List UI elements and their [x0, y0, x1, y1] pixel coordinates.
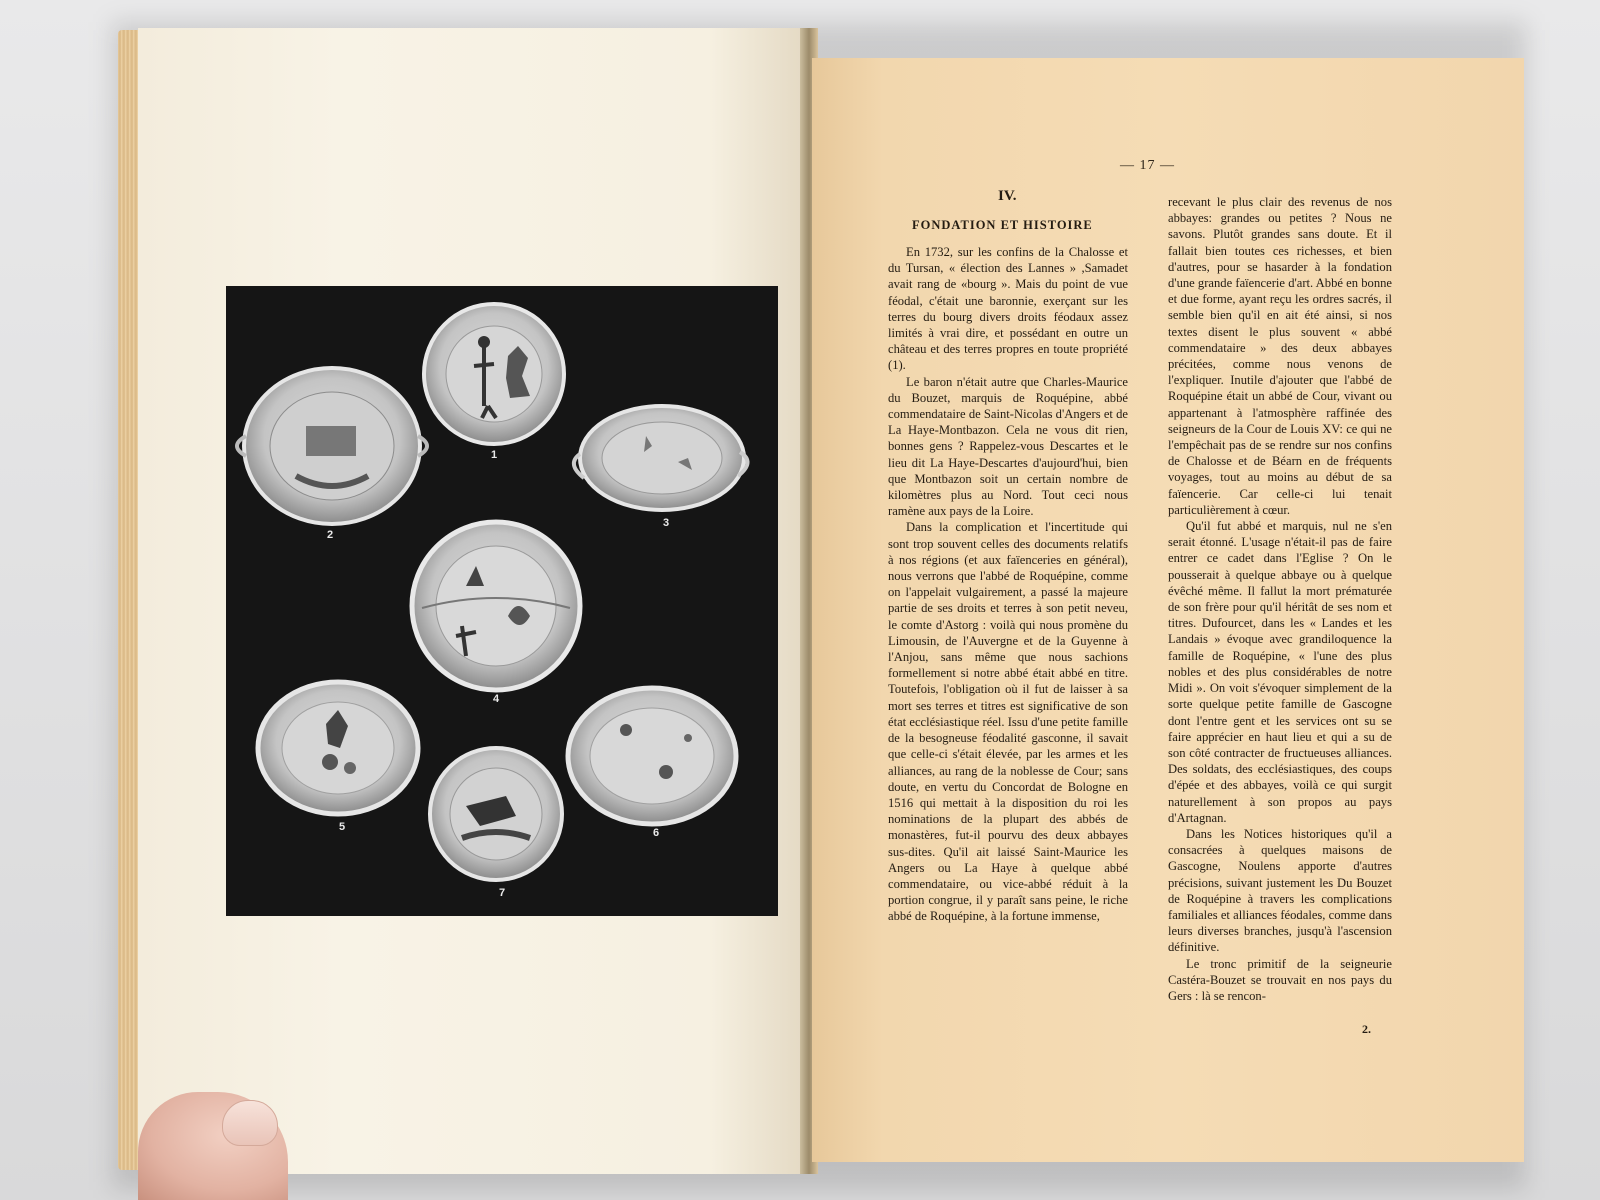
plate-label-2: 2: [326, 529, 334, 541]
dish-4: [412, 522, 580, 690]
text-column-left: [888, 244, 1128, 925]
paragraph: Le baron n'était autre que Charles-Maurice du Bouzet, marquis de Roquépine, abbé commendataire de Saint-Nicolas d'Angers et de La Haye-Montbazon. Cela ne vous dit rien, bonnes gens ? Rappelez-vous Descartes et le lieu dit La Haye-Descartes d'aujourd'hui, bien que Montbazon soit un certain nombre de kilomètres plus au Nord. Tout ceci nous ramène aux pays de la Loire.: [888, 374, 1128, 519]
signature-mark: 2.: [1362, 1022, 1371, 1036]
dish-6: [568, 688, 736, 824]
dish-7: [430, 748, 562, 880]
paragraph: Le tronc primitif de la seigneurie Castéra-Bouzet se trouvait en nos pays du Gers : là se rencon-: [1168, 956, 1392, 1003]
plate-label-6: 6: [652, 827, 660, 839]
plate-label-7: 7: [498, 887, 506, 899]
paragraph: recevant le plus clair des revenus de nos abbayes: grandes ou petites ? Nous ne savons. Plutôt grandes sans doute. Et il fallait bien toutes ces richesses, et bien d'autres, pour se hasarder à la fondation d'une grande faïencerie d'art. Abbé en bonne et due forme, ayant reçu les ordres sacrés, il semble bien qu'il en ait été ainsi, si nos textes disent le plus souvent « abbé commendataire » des deux abbayes précitées, comme nous venons de l'expliquer. Inutile d'ajouter que l'abbé de Roquépine était un abbé de Cour, vivant ou appartenant à l'atmosphère raffinée des seigneurs de la Cour de Louis XV: ce qui ne l'empêchait pas de se rendre sur nos confins de Chalosse et de Béarn en de fréquents voyages, tout au moins au début de sa faïencerie. Car celle-ci lui tenait particulièrement à cœur.: [1168, 195, 1392, 517]
chapter-title: FONDATION ET HISTOIRE: [912, 218, 1093, 232]
plate-label-3: 3: [662, 517, 670, 529]
dish-2: [237, 368, 427, 524]
thumb-nail: [222, 1100, 278, 1146]
text-column-right: [1168, 194, 1392, 1004]
paragraph: Qu'il fut abbé et marquis, nul ne s'en serait étonné. L'usage n'était-il pas de faire entrer ce cadet dans l'Eglise ? On le pousserait à quelque abbaye ou à quelque évêché même. Il fallut la mort prématurée de son frère pour qu'il héritât de ses nom et titres. Dufourcet, dans les « Landes et les Landais » évoque avec grandiloquence la famille de Roquépine, « l'une des plus nobles et des plus considérables de notre Midi ». On voit s'évoquer simplement de la sorte quelque petite famille de Gascogne dont l'entre gent et les services ont su se faire apprécier en haut lieu et qui a su de son côté contracter de fructueuses alliances. Des soldats, des ecclésiastiques, des coups d'épée et des abbayes, voilà ce qui surgit naturellement à son propos au pays d'Artagnan.: [1168, 519, 1392, 825]
paragraph: Dans les Notices historiques qu'il a consacrées à quelques maisons de Gascogne, Noulens apporte d'autres précisions, suivant justement les Du Bouzet de Roquépine à travers les complications familiales et alliances féodales, comme dans leurs diverses branches, jusqu'à l'ascension définitive.: [1168, 826, 1392, 955]
plate-label-4: 4: [492, 693, 500, 705]
plate-label-1: 1: [490, 449, 498, 461]
dish-3: [574, 406, 748, 510]
page-number: — 17 —: [1120, 158, 1175, 173]
plate-label-5: 5: [338, 821, 346, 833]
dish-5: [258, 682, 418, 814]
chapter-number: IV.: [998, 188, 1017, 204]
dish-1: [424, 304, 564, 444]
plate-photograph: [226, 286, 778, 916]
plate-illustration: [226, 286, 778, 916]
paragraph: Dans la complication et l'incertitude qui sont trop souvent celles des documents relatifs à nos régions (et aux faïenceries en général), nous verrons que l'abbé de Roquépine, comme on l'appelait vulgairement, a passé la majeure partie de ses droits et terres à son petit neveu, le comte d'Astorg : voilà qui nous promène du Limousin, de l'Auvergne et de la Guyenne à l'Anjou, sans même que nous sachions formellement si notre abbé était abbé en titre. Toutefois, l'obligation où il fut de laisser à sa mort ses terres et titres est significative de son état ecclésiastique réel. Issu d'une petite famille de la besogneuse féodalité gasconne, il savait que celle-ci s'était élevée, par les armes et les alliances, au rang de la noblesse de Cour; sans doute, en vertu du Concordat de Bologne en 1516 qui mettait à la disposition du roi les nominations de la plupart des abbés de monastères, fut-il pourvu des deux abbayes sus-dites. Qu'il ait laissé Saint-Maurice les Angers ou La Haye à quelque abbé commendataire, ou vice-abbé réduit à la portion congrue, il y paraît sans peine, le riche abbé de Roquépine, à la fortune immense,: [888, 520, 1128, 924]
paragraph: En 1732, sur les confins de la Chalosse et du Tursan, « élection des Lannes » ,Samadet avait rang de «bourg ». Mais du point de vue féodal, c'était une baronnie, exerçant sur les terres du bourg divers droits féodaux assez limités à vrai dire, et possédant en outre un château et des terres propres en toute propriété (1).: [888, 245, 1128, 373]
